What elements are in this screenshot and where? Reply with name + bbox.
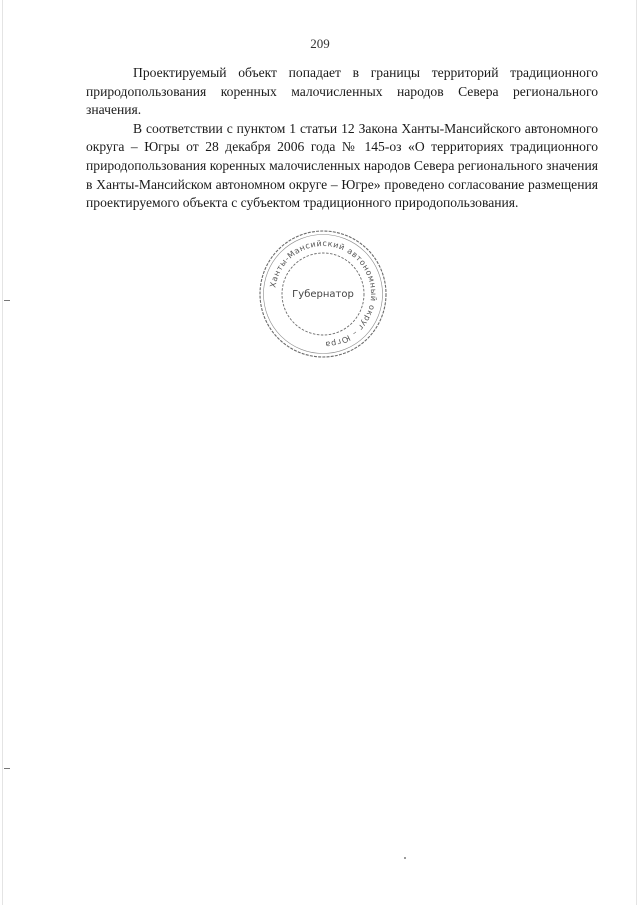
page-number: 209 — [310, 36, 330, 51]
scan-mark — [4, 768, 10, 769]
scan-mark — [4, 300, 10, 301]
scan-left-edge — [2, 0, 3, 905]
governor-seal — [256, 227, 390, 361]
seal-ring-text: Ханты-Мансийский автономный округ – Югра — [268, 238, 379, 350]
scan-speck — [404, 857, 406, 859]
seal-center-text: Губернатор — [292, 289, 354, 300]
seal-graphic — [256, 227, 390, 361]
paragraph-1: Проектируемый объект попадает в границы территорий традиционного природопользования коренных малочисленных народов Севера регионального значения. — [86, 65, 598, 118]
scan-right-edge — [636, 0, 637, 905]
document-body — [86, 64, 598, 213]
paragraph-2: В соответствии с пунктом 1 статьи 12 Закона Ханты-Мансийского автономного округа – Югры от 28 декабря 2006 года № 145-оз «О территориях традиционного природопользования коренных малочисленных народов Севера регионального значения в Ханты-Мансийском автономном округе – Югре» проведено согласование размещения проектируемого объекта с субъектом традиционного природопользования. — [86, 120, 598, 211]
